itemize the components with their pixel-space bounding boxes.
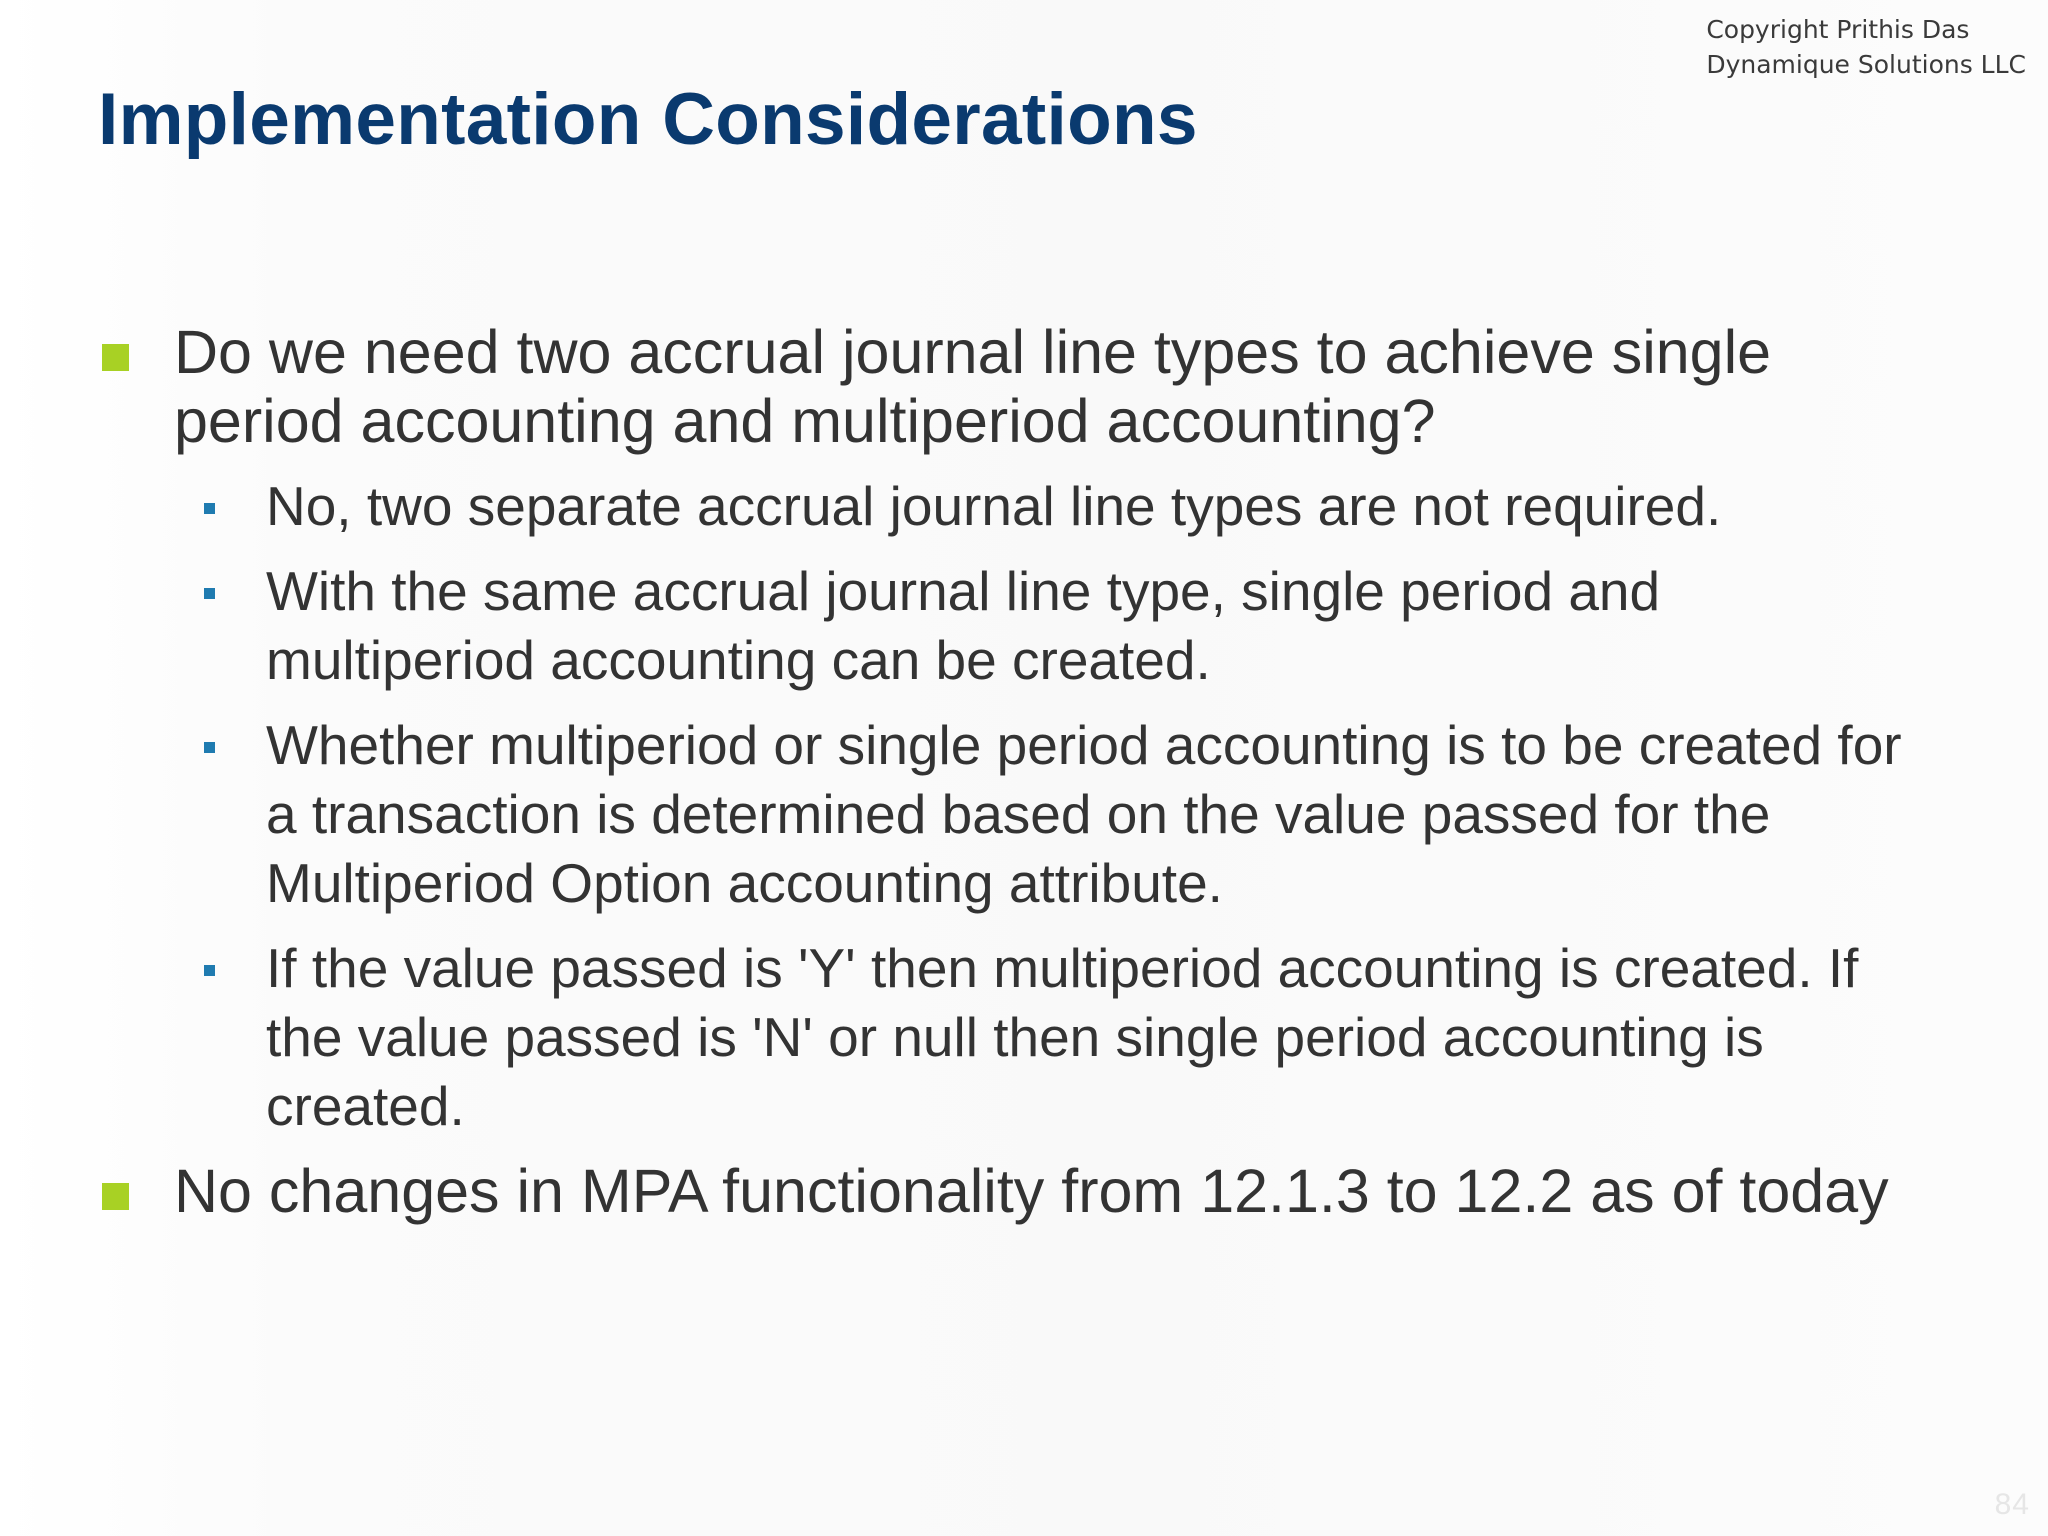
bullet-item-2 xyxy=(98,1157,1918,1226)
sub-bullet-list xyxy=(98,472,1918,1141)
small-square-bullet-icon xyxy=(204,742,215,753)
sub-bullet-item-2 xyxy=(98,557,1918,695)
slide-body xyxy=(98,318,1918,1238)
sub-bullet-text: With the same accrual journal line type, single period and multiperiod accounting can be created. xyxy=(266,560,1661,691)
bullet-item-1 xyxy=(98,318,1918,456)
bullet-text: No changes in MPA functionality from 12.1.3 to 12.2 as of today xyxy=(174,1157,1889,1225)
sub-bullet-item-1 xyxy=(98,472,1918,541)
copyright-notice xyxy=(1706,12,2026,82)
sub-bullet-text: If the value passed is 'Y' then multiperiod accounting is created. If the value passed is 'N' or null then single period accounting is created. xyxy=(266,937,1859,1137)
copyright-line-2: Dynamique Solutions LLC xyxy=(1706,50,2026,79)
square-bullet-icon xyxy=(102,1183,129,1210)
slide-title: Implementation Considerations xyxy=(98,79,1198,160)
square-bullet-icon xyxy=(102,344,129,371)
sub-bullet-item-4 xyxy=(98,934,1918,1141)
copyright-line-1: Copyright Prithis Das xyxy=(1706,15,1970,44)
small-square-bullet-icon xyxy=(204,965,215,976)
bullet-text: Do we need two accrual journal line types to achieve single period accounting and multiperiod accounting? xyxy=(174,318,1772,455)
small-square-bullet-icon xyxy=(204,503,215,514)
page-number: 84 xyxy=(1994,1488,2030,1521)
sub-bullet-text: No, two separate accrual journal line types are not required. xyxy=(266,475,1722,537)
small-square-bullet-icon xyxy=(204,588,215,599)
sub-bullet-item-3 xyxy=(98,711,1918,918)
sub-bullet-text: Whether multiperiod or single period accounting is to be created for a transaction is determined based on the value passed for the Multiperiod Option accounting attribute. xyxy=(266,714,1902,914)
